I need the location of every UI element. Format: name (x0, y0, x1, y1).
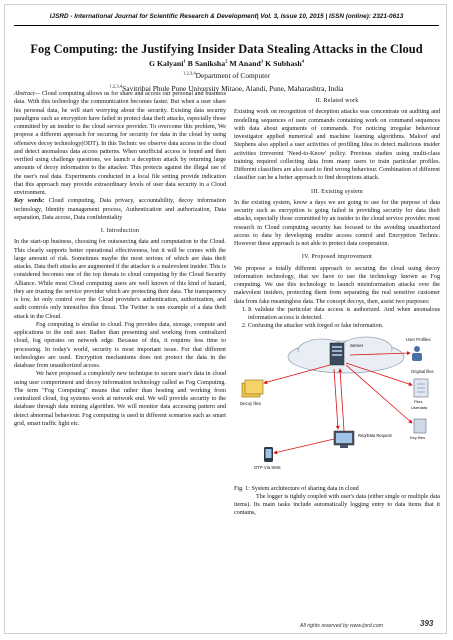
page-number: 393 (420, 619, 434, 628)
author-name: B Saniksha (185, 59, 226, 68)
abstract-label: Abstract— (14, 91, 41, 97)
list-item: 2. Confusing the attacker with forged or fake information. (248, 322, 440, 330)
paragraph: Fog computing is similar to cloud. Fog provides data, storage, compute and applications to the end user. Rather than presenting and working from centralized cloud, fog operates on network edge. Because of this, it requires less time to processing. In today's world, security is most important issue. For that different technologies are used. Encryption mechanisms does not protect the data in the database from unauthorized access. (14, 321, 226, 369)
paragraph: In the start-up business, choosing for outsourcing data and computation to the Cloud. This clearly supports better operational effectiveness, but it will be comes with the large amount of risk. Sometimes maybe the most serious of which are data theft attacks. Data theft attacks are augmented if the attacker is a malevolent insider. This is considered becomes one of the top threats to cloud computing by the Cloud Security Alliance. While most Cloud computing users are well known of this kind of hazard, they are trusting the service provider which are protecting their data. The transparency is low, let only control over the Cloud provider's authentication, authorization, and audit controls only intensifies this threat. The Twitter is one example of a data theft attack in the Cloud. (14, 239, 226, 320)
author-name: K Subhash (263, 59, 302, 68)
keywords (14, 197, 226, 222)
paragraph: We have proposed a completely new technique to secure user's data in cloud using user comportment and decoy information technology called as Fog Computing. The term "Fog Computing" means that rather than hosting and working from centralized cloud, fog systems work at network end. We will provide security to the database through data mining algorithm. We will monitor data accessing pattern and detect abnormal behaviour. Fog computing is used in different scenarios such as smart grid, smart traffic light etc. (14, 371, 226, 427)
cloud-icon (288, 337, 404, 373)
key-files-label: Key files (410, 434, 426, 440)
header-rule (14, 25, 439, 26)
server-icon (330, 343, 344, 365)
footer-copyright: All rights reserved by www.ijsrd.com (300, 623, 384, 629)
userdata-label: Userdata (411, 404, 428, 410)
affiliation-university-text: Savitribai Phule Pune University Mitaoe, Alandi, Pune, Maharashtra, India (122, 84, 344, 93)
author-sup: 4 (301, 58, 305, 64)
files-label: Files (414, 398, 423, 404)
purpose-list (234, 306, 440, 331)
keywords-text: Cloud computing, Data privacy, accountability, decoy information technology, Identity management process, Authentication and authorization, Data separation, Data access, Data confidentiality (14, 198, 226, 221)
server-label: Server (350, 342, 364, 348)
affiliation-department-text: Department of Computer (195, 71, 270, 80)
right-column (234, 97, 440, 518)
affiliation-sup: 1,2,3,4 (183, 70, 196, 76)
original-files-label: Original files (411, 368, 434, 374)
mobile-phone-icon (264, 447, 273, 462)
affiliation-sup: 1,2,3,4 (109, 83, 123, 89)
list-item: 1. It validate the particular data access is authorized. And when anomalous information access is detected. (248, 306, 440, 323)
section-heading-introduction: I. Introduction (100, 228, 140, 234)
section-heading-related-work: II. Related work (315, 98, 359, 104)
section-heading-proposed-improvement: IV. Proposed improvement (301, 254, 373, 261)
original-files-icon (414, 379, 428, 397)
decoy-files-label: Decoy files (240, 400, 262, 406)
author-name: M Anand (227, 59, 261, 68)
paragraph: We propose a totally different approach to securing the cloud using decoy information technology, that we have to use the technology known as Fog computing. We use this technology to launch misinformation attacks over the malevolent insiders, protecting them from separating the real sensitive customer data from fake meaningless data. The concept decoys, then, assist two purposes: (234, 265, 440, 305)
author-first: G Kalyani (148, 59, 184, 68)
user-profiles-label: User Profiles (406, 336, 431, 342)
section-heading-existing-system: III. Existing system (311, 188, 363, 195)
abstract-text: Cloud computing allows us for share and access our personal and business data. With this technology the communication becomes faster. But when a user share his personal data, he will start worrying about the security. Existing data security paradigms such as encryption have failed in protect data theft attacks, especially those committed by an insider to the cloud service provider. To overcome this problem, We propose a different approach for securing for security for data in the cloud by using offensive decoy technology(ODT). In this Technic we observe data access in the cloud and detect anomalous data access patterns. When unofficial access is found and then verified using challenge questions, we launch a deception attack by returning large amounts of decoy information to the attacker. This protects against the illegal use of the user's real data. Experiments conducted in a local file setting provide indication that this approach may provide extraordinary levels of user data security in a Cloud environment. (14, 91, 226, 196)
author-sup: 3 (260, 58, 264, 64)
architecture-figure (234, 335, 440, 483)
request-label: Req/Data Request (358, 432, 392, 438)
decoy-files-icon (242, 380, 263, 397)
otp-label: OTP Via SMS (254, 464, 281, 470)
left-column (14, 90, 226, 428)
user-computer-icon (334, 431, 354, 448)
author-line (14, 59, 439, 68)
author-sup: 2 (225, 58, 228, 64)
paragraph: The logger is tightly coupled with user's data (either single or multiple data items). Its main tasks include automatically logging entry to data items that it contains, (234, 493, 440, 517)
key-files-icon (414, 419, 426, 433)
architecture-diagram (234, 335, 440, 483)
author-sup: 1 (183, 58, 186, 64)
figure-caption: Fig. 1: System architecture of sharing data in cloud (234, 485, 359, 492)
affiliation-department (14, 71, 439, 80)
journal-header: IJSRD - International Journal for Scientific Research & Development| Vol. 3, Issue 10, 2015 | ISSN (online): 2321-0613 (49, 13, 404, 20)
abstract (14, 90, 226, 197)
keywords-label: Key words: (14, 198, 45, 205)
paragraph: In the existing system, know a days we are going to use for the purpose of data security such as encryption is going failed in providing security for data theft attacks, especially those committed by an insider to the cloud service provider. most research in Cloud computing security has focused to the avoiding unauthorized access to data by developing erudite access control and Encryption Technic. However these approach is not able to protect data cooperation. (234, 199, 440, 247)
paper-title: Fog Computing: the Justifying Insider Data Stealing Attacks in the Cloud (30, 42, 423, 56)
user-profiles-icon (412, 346, 422, 361)
paragraph: Existing work on recognition of deception attacks was concentrate on auditing and modelling sequences of user commands containing work on command sequences with data about arguments of commands. For noticing irregular behaviour investigator applied numerical and machine learning algorithms. Maloof and Stephens also applied a user activities of profiling Idea to detect malicious insider activities irreverent 'Need-to-Know' policy. Previous studies using multi-class training required collecting data from many users to train particular profiles. Different classifiers are also used to find wrong behaviour. Combination of different classifier can be a better approach to find deceptions attack. (234, 109, 440, 182)
